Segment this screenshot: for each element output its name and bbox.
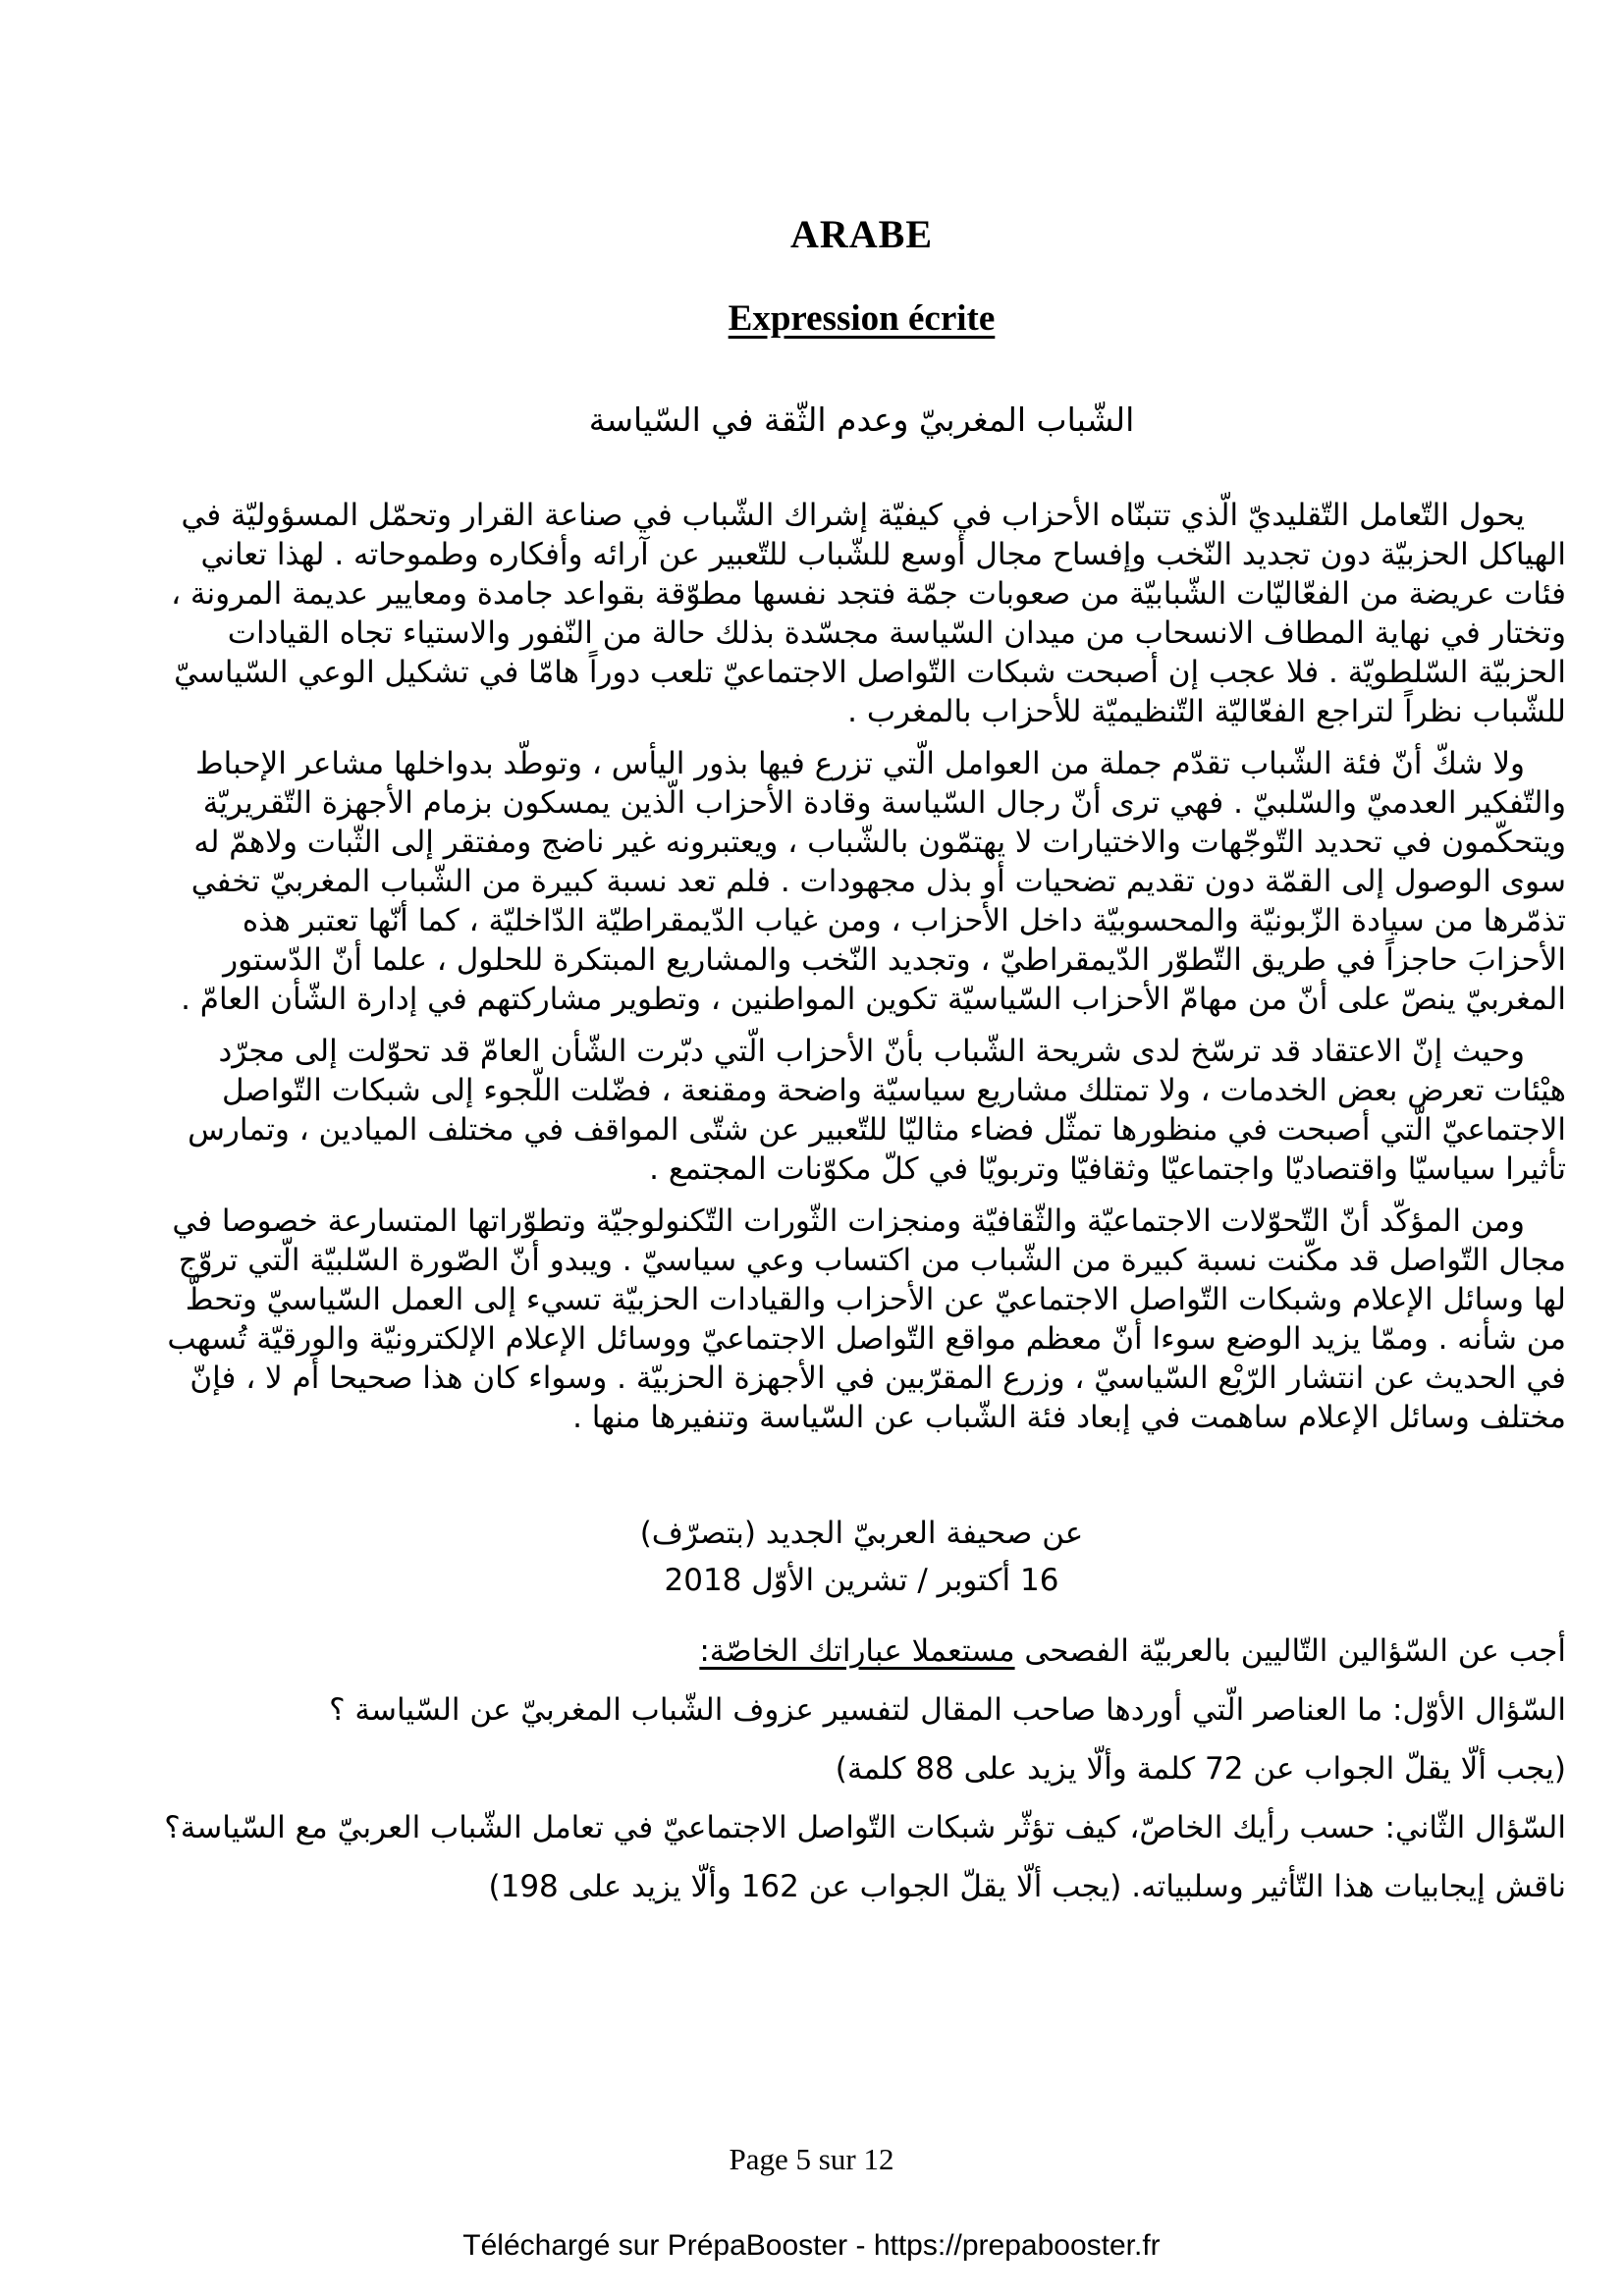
questions-instruction [162,1622,1566,1681]
questions-instruction-underlined: مستعملا عباراتك الخاصّة: [699,1633,1015,1669]
subject-title: ARABE [789,212,934,256]
article-paragraph: يحول التّعامل التّقليديّ الّذي تتبنّاه الأحزاب في كيفيّة إشراك الشّباب في صناعة القرار وتحمّل المسؤوليّة في الهياكل الحزبيّة دون تجديد النّخب وإفساح مجال أوسع للشّباب للتّعبير عن آرائه وأفكاره وطموحاته . لهذا تعاني فئات عريضة من الفعّاليّات الشّبابيّة من صعوبات جمّة فتجد نفسها مطوّقة بقواعد جامدة ومعايير عديمة المرونة ، وتختار في نهاية المطاف الانسحاب من ميدان السّياسة مجسّدة بذلك حالة من النّفور والاستياء تجاه القيادات الحزبيّة السّلطويّة . فلا عجب إن أصبحت شبكات التّواصل الاجتماعيّ تلعب دوراً هامّا في تشكيل الوعي السّياسيّ للشّباب نظراً لتراجع الفعّاليّة التّنظيميّة للأحزاب بالمغرب . [171,498,1566,729]
question-2: السّؤال الثّاني: حسب رأيك الخاصّ، كيف تؤثّر شبكات التّواصل الاجتماعيّ في تعامل الشّباب العربيّ مع السّياسة؟ ناقش إيجابيات هذا التّأثير وسلبياته. (يجب ألّا يقلّ الجواب عن 162 وألّا يزيد على 198) [164,1810,1566,1904]
section-title [157,297,1566,340]
section-title-text: Expression écrite [728,298,996,339]
article-title: الشّباب المغربيّ وعدم الثّقة في السّياسة [588,400,1135,439]
article-body [162,496,1566,1450]
questions-section [162,1622,1566,1916]
article-paragraph: ولا شكّ أنّ فئة الشّباب تقدّم جملة من العوامل الّتي تزرع فيها بذور اليأس ، وتوطّد بدواخلها مشاعر الإحباط والتّفكير العدميّ والسّلبيّ . فهي ترى أنّ رجال السّياسة وقادة الأحزاب الّذين يمسكون بزمام الأجهزة التّقريريّة ويتحكّمون في تحديد التّوجّهات والاختيارات لا يهتمّون بالشّباب ، ويعتبرونه غير ناضج ومفتقر إلى الثّبات ولاهمّ له سوى الوصول إلى القمّة دون تقديم تضحيات أو بذل مجهودات . فلم تعد نسبة كبيرة من الشّباب المغربيّ تخفي تذمّرها من سيادة الزّبونيّة والمحسوبيّة داخل الأحزاب ، ومن غياب الدّيمقراطيّة الدّاخليّة ، كما أنّها تعتبر هذه الأحزابَ حاجزاً في طريق التّطوّر الدّيمقراطيّ ، وتجديد النّخب والمشاريع المبتكرة للحلول ، علما أنّ الدّستور المغربيّ ينصّ على أنّ من مهامّ الأحزاب السّياسيّة تكوين المواطنين ، وتطوير مشاركتهم في إدارة الشّأن العامّ . [181,746,1566,1017]
source-date: 16 أكتوبر / تشرين الأوّل 2018 [664,1563,1059,1598]
source-publication: عن صحيفة العربيّ الجديد (بتصرّف) [639,1516,1084,1551]
article-paragraph: وحيث إنّ الاعتقاد قد ترسّخ لدى شريحة الشّباب بأنّ الأحزاب الّتي دبّرت الشّأن العامّ قد تحوّلت إلى مجرّد هيْئات تعرض بعض الخدمات ، ولا تمتلك مشاريع سياسيّة واضحة ومقنعة ، فضّلت اللّجوء إلى شبكات التّواصل الاجتماعيّ الّتي أصبحت في منظورها تمثّل فضاء مثاليّا للتّعبير عن شتّى المواقف في مختلف الميادين ، وتمارس تأثيرا سياسيّا واقتصاديّا واجتماعيّا وثقافيّا وتربويّا في كلّ مكوّنات المجتمع . [188,1034,1566,1187]
download-notice: Téléchargé sur PrépaBooster - https://prepabooster.fr [462,2229,1161,2262]
source-attribution [157,1510,1566,1604]
article-paragraph: ومن المؤكّد أنّ التّحوّلات الاجتماعيّة والثّقافيّة ومنجزات الثّورات التّكنولوجيّة وتطوّراتها المتسارعة خصوصا في مجال التّواصل قد مكّنت نسبة كبيرة من الشّباب من اكتساب وعي سياسيّ . ويبدو أنّ الصّورة السّلبيّة الّتي تروّج لها وسائل الإعلام وشبكات التّواصل الاجتماعيّ عن الأحزاب والقيادات الحزبيّة تسيء إلى العمل السّياسيّ وتحطّ من شأنه . وممّا يزيد الوضع سوءا أنّ معظم مواقع التّواصل الاجتماعيّ ووسائل الإعلام الإلكترونيّة والورقيّة تُسهب في الحديث عن انتشار الرّيْع السّياسيّ ، وزرع المقرّبين في الأجهزة الحزبيّة . وسواء كان هذا صحيحا أم لا ، فإنّ مختلف وسائل الإعلام ساهمت في إبعاد فئة الشّباب عن السّياسة وتنفيرها منها . [167,1203,1566,1435]
questions-instruction-prefix: أجب عن السّؤالين التّاليين بالعربيّة الفصحى [1014,1633,1566,1669]
page-indicator: Page 5 sur 12 [729,2142,894,2176]
question-1-constraint: (يجب ألّا يقلّ الجواب عن 72 كلمة وألّا يزيد على 88 كلمة) [835,1751,1566,1787]
question-1: السّؤال الأوّل: ما العناصر الّتي أوردها صاحب المقال لتفسير عزوف الشّباب المغربيّ عن السّياسة ؟ [329,1692,1566,1728]
